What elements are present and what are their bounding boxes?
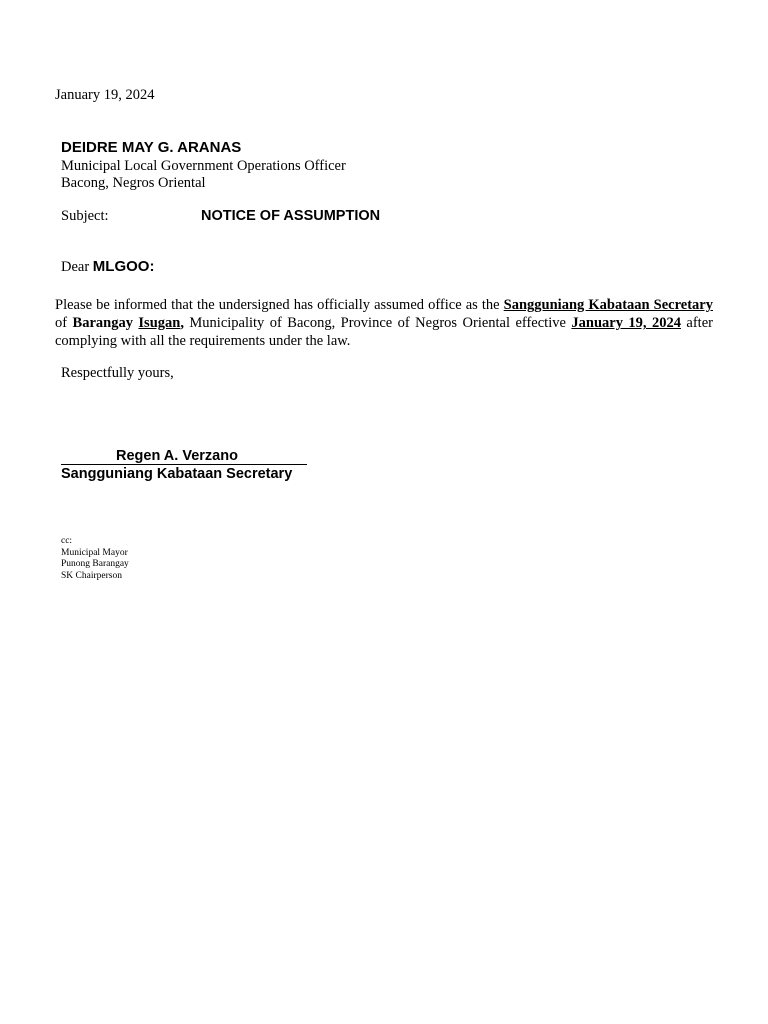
signatory-name: Regen A. Verzano <box>116 448 238 464</box>
subject-value: NOTICE OF ASSUMPTION <box>201 208 381 224</box>
barangay-label: Barangay <box>72 315 139 331</box>
salutation-prefix: Dear <box>61 259 90 275</box>
cc-recipient: SK Chairperson <box>61 570 122 581</box>
recipient-address: Bacong, Negros Oriental <box>61 175 206 191</box>
recipient-name: DEIDRE MAY G. ARANAS <box>61 139 242 156</box>
recipient-position: Municipal Local Government Operations Officer <box>61 158 346 174</box>
signatory-name-line <box>61 448 307 465</box>
effective-date: January 19, 2024 <box>571 315 681 331</box>
cc-block <box>61 536 129 582</box>
barangay-name: Isugan <box>138 315 181 331</box>
signatory-title: Sangguniang Kabataan Secretary <box>61 466 293 482</box>
body-text-4: Municipality of Bacong, Province of Negros Oriental effective <box>183 315 572 331</box>
cc-recipient: Punong Barangay <box>61 559 129 569</box>
salutation <box>61 258 154 276</box>
cc-recipient: Municipal Mayor <box>61 547 128 558</box>
body-text-2: of <box>55 315 73 331</box>
salutation-name: MLGOO: <box>92 258 155 275</box>
letter-date: January 19, 2024 <box>55 87 155 103</box>
body-text-1: Please be informed that the undersigned has officially assumed office as the <box>55 297 504 313</box>
assumed-position: Sangguniang Kabataan Secretary <box>503 297 713 313</box>
body-text-5: after complying with all the requirements under the law. <box>55 315 713 349</box>
closing: Respectfully yours, <box>61 365 174 381</box>
cc-label: cc: <box>61 536 73 546</box>
body-paragraph <box>55 296 713 350</box>
subject-label: Subject: <box>61 208 109 224</box>
body-comma: , <box>180 315 184 331</box>
